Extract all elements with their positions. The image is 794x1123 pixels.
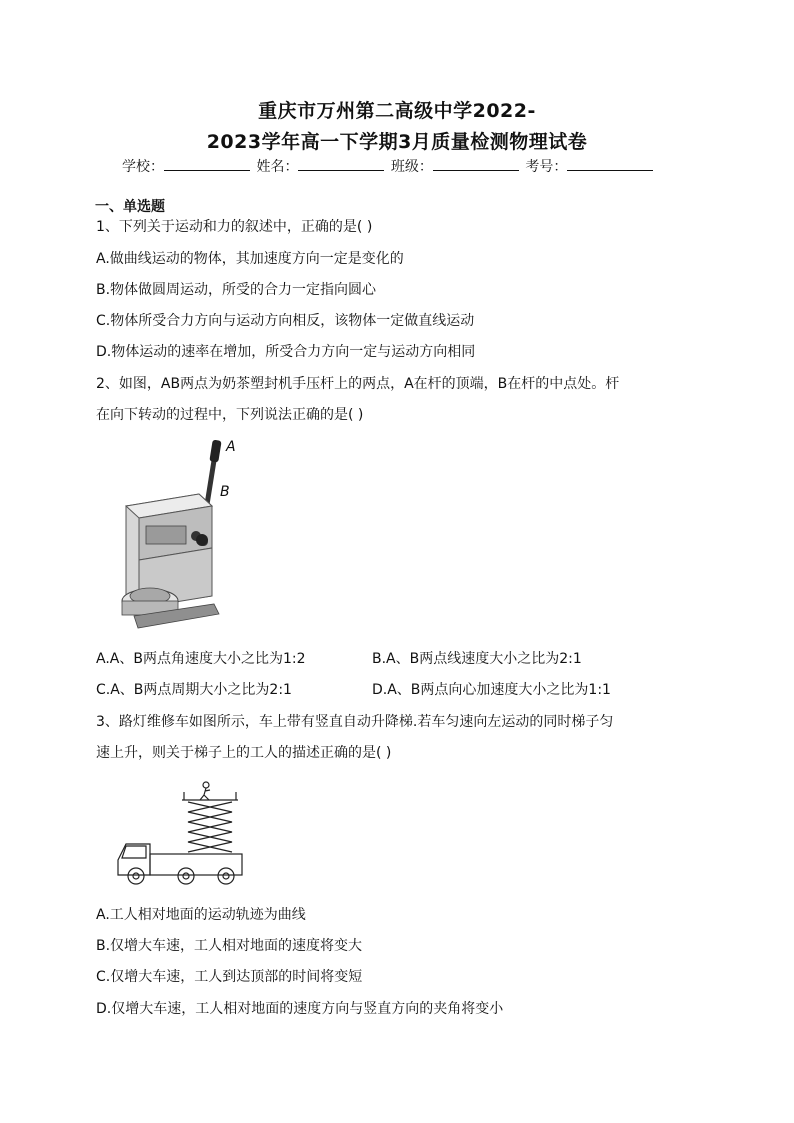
class-label: 班级： (390, 159, 433, 175)
school-label: 学校： (122, 159, 164, 175)
name-blank[interactable] (298, 157, 384, 171)
q1-stem: 1、下列关于运动和力的叙述中，正确的是( ) (96, 219, 373, 235)
q3-option-b: B.仅增大车速，工人相对地面的速度将变大 (96, 938, 363, 954)
class-blank[interactable] (433, 157, 519, 171)
q3-stem-line2: 速上升，则关于梯子上的工人的描述正确的是( ) (96, 745, 392, 761)
q2-option-d: D.A、B两点向心加速度大小之比为1:1 (372, 682, 611, 698)
q2-option-c: C.A、B两点周期大小之比为2:1 (96, 682, 292, 698)
exam-number-blank[interactable] (567, 157, 653, 171)
q2-option-a: A.A、B两点角速度大小之比为1:2 (96, 651, 306, 667)
q2-option-b: B.A、B两点线速度大小之比为2:1 (372, 651, 582, 667)
q3-option-a: A.工人相对地面的运动轨迹为曲线 (96, 907, 306, 923)
q1-option-c: C.物体所受合力方向与运动方向相反，该物体一定做直线运动 (96, 313, 475, 329)
name-label: 姓名： (256, 159, 299, 175)
exam-title-line2: 2023学年高一下学期3月质量检测物理试卷 (206, 131, 588, 153)
section-heading: 一、单选题 (95, 199, 165, 215)
q2-stem-line1: 2、如图，AB两点为奶茶塑封机手压杆上的两点，A在杆的顶端，B在杆的中点处。杆 (96, 376, 620, 392)
figure-label-a: A (226, 439, 236, 455)
repair-truck-figure (110, 780, 250, 892)
figure-label-b: B (220, 484, 230, 500)
q1-option-b: B.物体做圆周运动，所受的合力一定指向圆心 (96, 282, 377, 298)
q2-stem-line2: 在向下转动的过程中，下列说法正确的是( ) (96, 407, 364, 423)
q1-option-d: D.物体运动的速率在增加，所受合力方向一定与运动方向相同 (96, 344, 476, 360)
q3-option-c: C.仅增大车速，工人到达顶部的时间将变短 (96, 969, 363, 985)
exam-number-label: 考号： (525, 159, 568, 175)
q3-stem-line1: 3、路灯维修车如图所示，车上带有竖直自动升降梯.若车匀速向左运动的同时梯子匀 (96, 714, 614, 730)
sealing-machine-figure (104, 436, 254, 636)
q1-option-a: A.做曲线运动的物体，其加速度方向一定是变化的 (96, 251, 404, 267)
school-blank[interactable] (164, 157, 250, 171)
q3-option-d: D.仅增大车速，工人相对地面的速度方向与竖直方向的夹角将变小 (96, 1001, 504, 1017)
student-info-row (122, 156, 655, 176)
exam-title-line1: 重庆市万州第二高级中学2022- (258, 100, 536, 122)
